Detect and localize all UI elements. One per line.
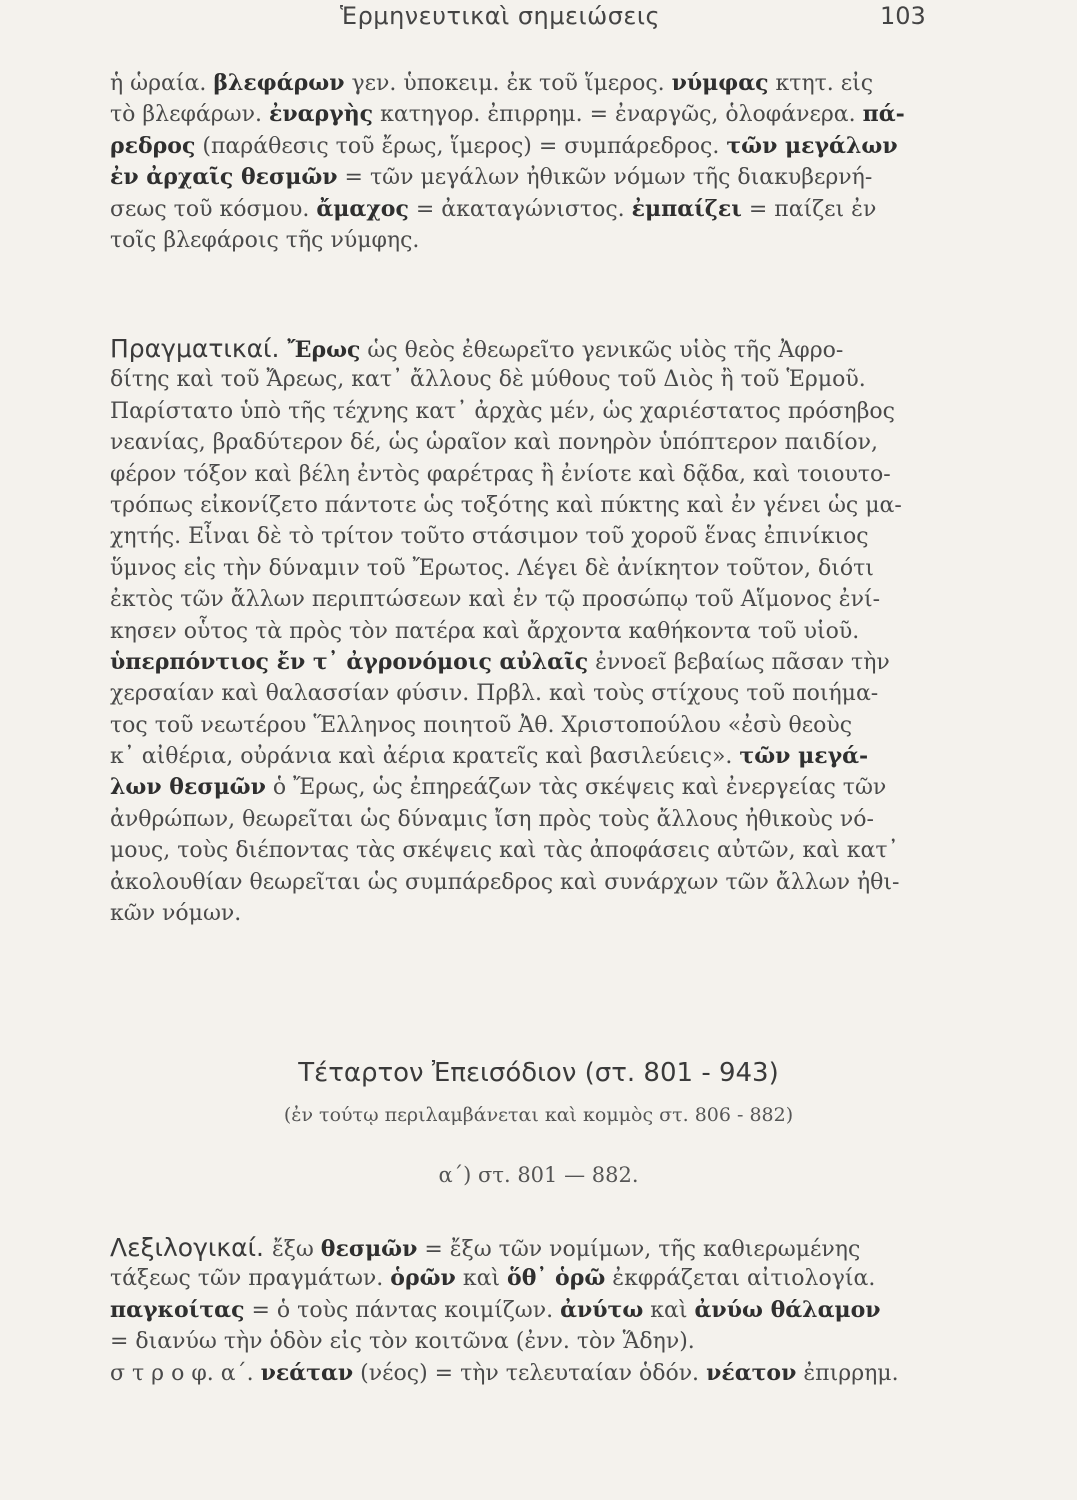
text-run: κατηγορ. ἐπιρρημ. = ἐναργῶς, ὁλοφάνερα. xyxy=(373,102,863,128)
text-run: ὁ Ἔρως, ὡς ἐπηρεάζων τὰς σκέψεις καὶ ἐνεργείας τῶν xyxy=(265,775,887,801)
text-line xyxy=(110,1326,960,1357)
text-line xyxy=(110,333,960,364)
bold-term: νέατον xyxy=(706,1359,797,1386)
text-run: δίτης καὶ τοῦ Ἄρεως, κατ᾽ ἄλλους δὲ μύθους τοῦ Διὸς ἢ τοῦ Ἑρμοῦ. xyxy=(110,367,866,393)
text-line xyxy=(110,678,960,709)
text-line xyxy=(110,162,960,193)
bold-term: ὁρῶν xyxy=(390,1265,456,1292)
text-line xyxy=(110,835,960,866)
bold-term: θεσμῶν xyxy=(320,1236,418,1262)
text-line xyxy=(110,772,960,803)
text-line xyxy=(110,459,960,490)
bold-term: ἀνύτω xyxy=(560,1296,644,1323)
bold-term: παγκοίτας xyxy=(110,1296,245,1323)
text-run: (νέος) = τὴν τελευταίαν ὁδόν. xyxy=(353,1360,707,1386)
bold-term: ἐναργὴς xyxy=(268,101,374,128)
text-line xyxy=(110,584,960,615)
page-number: 103 xyxy=(880,2,926,30)
bold-term: νύμφας xyxy=(671,70,769,96)
paragraph-heading: Λεξιλογικαί. xyxy=(110,1233,272,1262)
text-run: τοῖς βλεφάροις τῆς νύμφης. xyxy=(110,227,420,253)
page-header xyxy=(0,2,1077,36)
text-line xyxy=(110,68,960,99)
running-head: Ἑρμηνευτικαὶ σημειώσεις xyxy=(340,2,661,30)
text-line xyxy=(110,194,960,225)
text-run: ἀνθρώπων, θεωρεῖται ὡς δύναμις ἴση πρὸς τοὺς ἄλλους ἠθικοὺς νό- xyxy=(110,806,874,832)
text-line xyxy=(110,225,960,256)
text-line xyxy=(110,647,960,678)
text-line xyxy=(110,804,960,835)
section-subtitle: (ἐν τούτῳ περιλαμβάνεται καὶ κομμὸς στ. 806 - 882) xyxy=(283,1104,794,1126)
text-line xyxy=(110,1358,960,1389)
text-run: = παίζει ἐν xyxy=(741,196,877,222)
bold-term: βλεφάρων xyxy=(213,70,345,96)
bold-term: ἄμαχος xyxy=(316,195,409,222)
text-line xyxy=(110,616,960,647)
text-run: τὸ βλεφάρων. xyxy=(110,102,269,128)
paragraph-notes-1 xyxy=(110,68,960,256)
paragraph-lexilogikai xyxy=(110,1232,960,1389)
bold-term: ἐμπαίζει xyxy=(631,195,742,222)
text-line xyxy=(110,364,960,395)
bold-term: λων θεσμῶν xyxy=(110,774,266,801)
text-run: κησεν οὗτος τὰ πρὸς τὸν πατέρα καὶ ἄρχοντα καθήκοντα τοῦ υἱοῦ. xyxy=(110,618,860,644)
text-run: = ὁ τοὺς πάντας κοιμίζων. xyxy=(244,1297,561,1323)
text-run: = ἀκαταγώνιστος. xyxy=(408,196,632,222)
paragraph-pragmatikai xyxy=(110,333,960,929)
text-run: καὶ xyxy=(455,1266,508,1292)
text-run: κῶν νόμων. xyxy=(110,901,242,927)
bold-term: Ἔρως xyxy=(287,337,361,363)
text-line xyxy=(110,553,960,584)
text-run: σ τ ρ ο φ. α΄. xyxy=(110,1360,261,1386)
text-line xyxy=(110,741,960,772)
text-run: ἐκτὸς τῶν ἄλλων περιπτώσεων καὶ ἐν τῷ προσώπῳ τοῦ Αἵμονος ἐνί- xyxy=(110,587,881,613)
text-run: ἔξω xyxy=(271,1237,321,1262)
text-run: (παράθεσις τοῦ ἔρως, ἵμερος) = συμπάρεδρος. xyxy=(195,133,727,159)
text-run: τος τοῦ νεωτέρου Ἕλληνος ποιητοῦ Ἀθ. Χριστοπούλου «ἐσὺ θεοὺς xyxy=(110,712,853,738)
text-run: ὕμνος εἰς τὴν δύναμιν τοῦ Ἔρωτος. Λέγει δὲ ἀνίκητον τοῦτον, διότι xyxy=(110,555,874,581)
section-part: α΄) στ. 801 — 882. xyxy=(438,1163,639,1187)
section-title: Τέταρτον Ἐπεισόδιον (στ. 801 - 943) xyxy=(298,1058,779,1088)
text-line xyxy=(110,1295,960,1326)
bold-term: ρεδρος xyxy=(110,132,196,159)
bold-term: ἀνύω θάλαμον xyxy=(694,1296,881,1323)
text-run: μους, τοὺς διέποντας τὰς σκέψεις καὶ τὰς ἀποφάσεις αὐτῶν, καὶ κατ᾽ xyxy=(110,838,899,864)
text-run: ἀκολουθίαν θεωρεῖται ὡς συμπάρεδρος καὶ συνάρχων τῶν ἄλλων ἠθι- xyxy=(110,869,900,895)
bold-term: τῶν μεγάλων xyxy=(726,132,898,159)
bold-term: ὅθ᾽ ὁρῶ xyxy=(507,1265,606,1292)
text-line xyxy=(110,490,960,521)
text-run: ἐπιρρημ. xyxy=(796,1360,899,1386)
text-run: σεως τοῦ κόσμου. xyxy=(110,196,317,222)
text-run: νεανίας, βραδύτερον δέ, ὡς ὡραῖον καὶ πονηρὸν ὑπόπτερον παιδίον, xyxy=(110,430,878,456)
bold-term: τῶν μεγά- xyxy=(739,743,869,770)
text-run: κ᾽ αἰθέρια, οὐράνια καὶ ἀέρια κρατεῖς καὶ βασιλεύεις». xyxy=(110,744,740,770)
text-run: = τῶν μεγάλων ἠθικῶν νόμων τῆς διακυβερνή- xyxy=(337,165,873,191)
text-line xyxy=(110,427,960,458)
text-line xyxy=(110,1232,960,1263)
text-line xyxy=(110,710,960,741)
bold-term: νεάταν xyxy=(260,1359,354,1386)
text-line xyxy=(110,898,960,929)
text-run: καὶ xyxy=(643,1297,695,1323)
text-run: ἐκφράζεται αἰτιολογία. xyxy=(605,1266,876,1292)
text-run: ὡς θεὸς ἐθεωρεῖτο γενικῶς υἱὸς τῆς Ἀφρο- xyxy=(360,338,844,363)
bold-term: ἐν ἀρχαῖς θεσμῶν xyxy=(110,164,338,191)
text-run: ἐννοεῖ βεβαίως πᾶσαν τὴν xyxy=(588,649,890,675)
text-run: κτητ. εἰς xyxy=(768,71,874,96)
text-line xyxy=(110,131,960,162)
text-run: Παρίστατο ὑπὸ τῆς τέχνης κατ᾽ ἀρχὰς μέν, ὡς χαριέστατος πρόσηβος xyxy=(110,398,895,424)
text-line xyxy=(110,1263,960,1294)
text-run: γεν. ὑποκειμ. ἐκ τοῦ ἵμερος. xyxy=(344,71,672,96)
text-line xyxy=(110,867,960,898)
text-run: τρόπως εἰκονίζετο πάντοτε ὡς τοξότης καὶ πύκτης καὶ ἐν γένει ὡς μα- xyxy=(110,492,902,518)
text-run: ἡ ὡραία. xyxy=(110,71,214,96)
text-line xyxy=(110,521,960,552)
text-run: τάξεως τῶν πραγμάτων. xyxy=(110,1266,391,1292)
text-line xyxy=(110,396,960,427)
text-run: = διανύω τὴν ὁδὸν εἰς τὸν κοιτῶνα (ἐνν. τὸν Ἅδην). xyxy=(110,1329,695,1355)
text-line xyxy=(110,99,960,130)
bold-term: πά- xyxy=(862,101,905,128)
text-run: χητής. Εἶναι δὲ τὸ τρίτον τοῦτο στάσιμον τοῦ χοροῦ ἕνας ἐπινίκιος xyxy=(110,524,869,550)
text-run: φέρον τόξον καὶ βέλη ἐντὸς φαρέτρας ἢ ἐνίοτε καὶ δᾷδα, καὶ τοιουτο- xyxy=(110,461,891,487)
text-run: χερσαίαν καὶ θαλασσίαν φύσιν. Πρβλ. καὶ τοὺς στίχους τοῦ ποιήμα- xyxy=(110,681,879,707)
paragraph-heading: Πραγματικαί. xyxy=(110,334,288,363)
bold-term: ὑπερπόντιος ἔν τ᾽ ἀγρονόμοις αὐλαῖς xyxy=(110,648,589,675)
text-run: = ἔξω τῶν νομίμων, τῆς καθιερωμένης xyxy=(417,1237,861,1262)
